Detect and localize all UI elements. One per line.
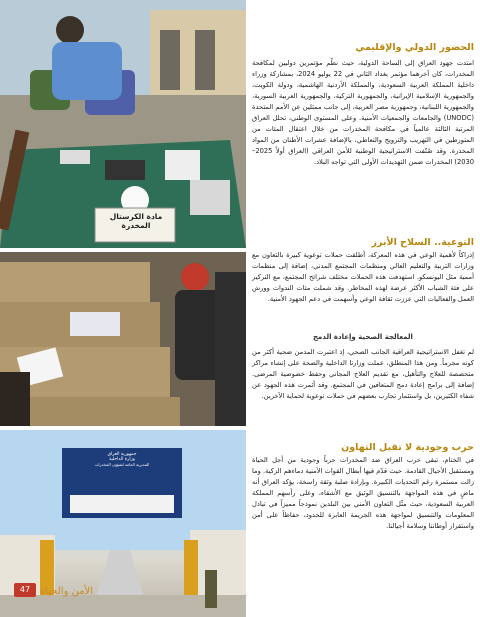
center-sign-title: مركز تأهيل مدمني ومتعاطي المخدرات: [79, 479, 165, 494]
center-sign-line: جمهورية العراق: [107, 452, 137, 457]
intl-heading: الحضور الدولي والإقليمي: [355, 42, 474, 53]
center-sign: [68, 452, 176, 495]
page-number: 47: [14, 583, 36, 597]
packages-photo: [0, 252, 246, 426]
awareness-paragraph: إدراكاً لأهمية الوعي في هذه المعركة، أطلقت حملات توعوية كبيرة بالتعاون مع وزارات التربية والتعليم العالي ومنظمات المجتمع المدني، إضافة إلى منظمات أممية مثل اليونسكو. استهدفت هذه الحملات مختلف شرائح المجتمع، مع التركيز على فئة الشباب الأكثر عرضة لهذه المخاطر. وقد شملت مئات الندوات وورش العمل والفعاليات التي عززت ثقافة الوعي وأسهمت في دعم الجهود الأمنية.: [252, 251, 474, 303]
article-column: [252, 0, 474, 617]
magazine-name: الأمن والحياة: [40, 586, 94, 597]
crystal-sign: مادة الكرستال المخدرة: [109, 212, 163, 230]
treatment-subheading: المعالجة الصحية وإعادة الدمج: [313, 333, 413, 341]
seizure-illustration: [0, 0, 246, 248]
war-heading: حرب وجودية لا تقبل التهاون: [341, 442, 474, 453]
rehab-center-photo: [0, 430, 246, 617]
awareness-heading: التوعية.. السلاح الأبرز: [371, 237, 474, 248]
packages-illustration: [0, 252, 246, 426]
seizure-photo: [0, 0, 246, 248]
war-paragraph: في الختام، تبقى حرب العراق ضد المخدرات حرباً وجودية من أجل الحياة ومستقبل الأجيال القادمة. حيث قدّم فيها أبطال القوات الأمنية دماءهم الزكية. وما زالت مستمرة رغم التحديات الكبيرة. وبإرادة صلبة وثقة راسخة، يؤكد العراق أنه ماضٍ في هذه المواجهة بالتنسيق الوثيق مع الأشقاء، وعلى رأسهم المملكة العربية السعودية، حيث مثّل التعاون الأمني بين البلدين نموذجاً مميزاً في تبادل المعلومات والتنسيق لمواجهة هذه الجريمة العابرة للحدود، حفاظاً على أمن واستقرار أوطاننا وسلامة أجيالنا.: [252, 456, 474, 530]
treatment-paragraph: لم تغفل الاستراتيجية العراقية الجانب الصحي، إذ اعتبرت المدمن ضحية أكثر من كونه مجرماً. ومن هذا المنطلق، عملت وزارتا الداخلية والصحة على إنشاء مراكز متخصصة للعلاج والتأهيل، مع تقديم العلاج المجاني وحفظ خصوصية المرضى. إضافة إلى برامج إعادة دمج المتعافين في المجتمع. وقد أثمرت هذه الجهود عن شفاء الكثيرين، بل واستثمار تجارب بعضهم في حملات توعوية لحماية الآخرين.: [252, 348, 474, 400]
center-sign-line: وزارة الداخلية: [109, 457, 135, 462]
center-sign-line: المديرية العامة لشؤون المخدرات: [94, 462, 150, 467]
intl-paragraph: امتدت جهود العراق إلى الساحة الدولية، حيث نظّم مؤتمرين دوليين لمكافحة المخدرات، كان آخرهما مؤتمر بغداد الثاني في 22 يوليو 2024، بمشاركة وزراء داخلية المملكة العربية السعودية، والمملكة الأردنية الهاشمية، ودولة الكويت، والجمهورية الإسلامية الإيرانية، والجمهورية التركية، والجمهورية العربية السورية، والجمهورية اللبنانية، وجمهورية مصر العربية، إلى جانب ممثلين عن الأمم المتحدة (UNODC) والجامعات والجمعيات الأمنية. وعلى المستوى الوطني، تحلل العراق المرتبة الثالثة عالمياً في مكافحة المخدرات من خلال اعتقال المئات من المتورطين في التهريب والترويج والتعاطي، بالإضافة عشرات الأطنان من المواد المخدرة. وقد صُنّفت الاستراتيجية الوطنية للأمن العراقي (العراق أولاً 2025–2030) المخدرات ضمن التهديدات الأولى التي تواجه البلاد.: [252, 59, 474, 166]
